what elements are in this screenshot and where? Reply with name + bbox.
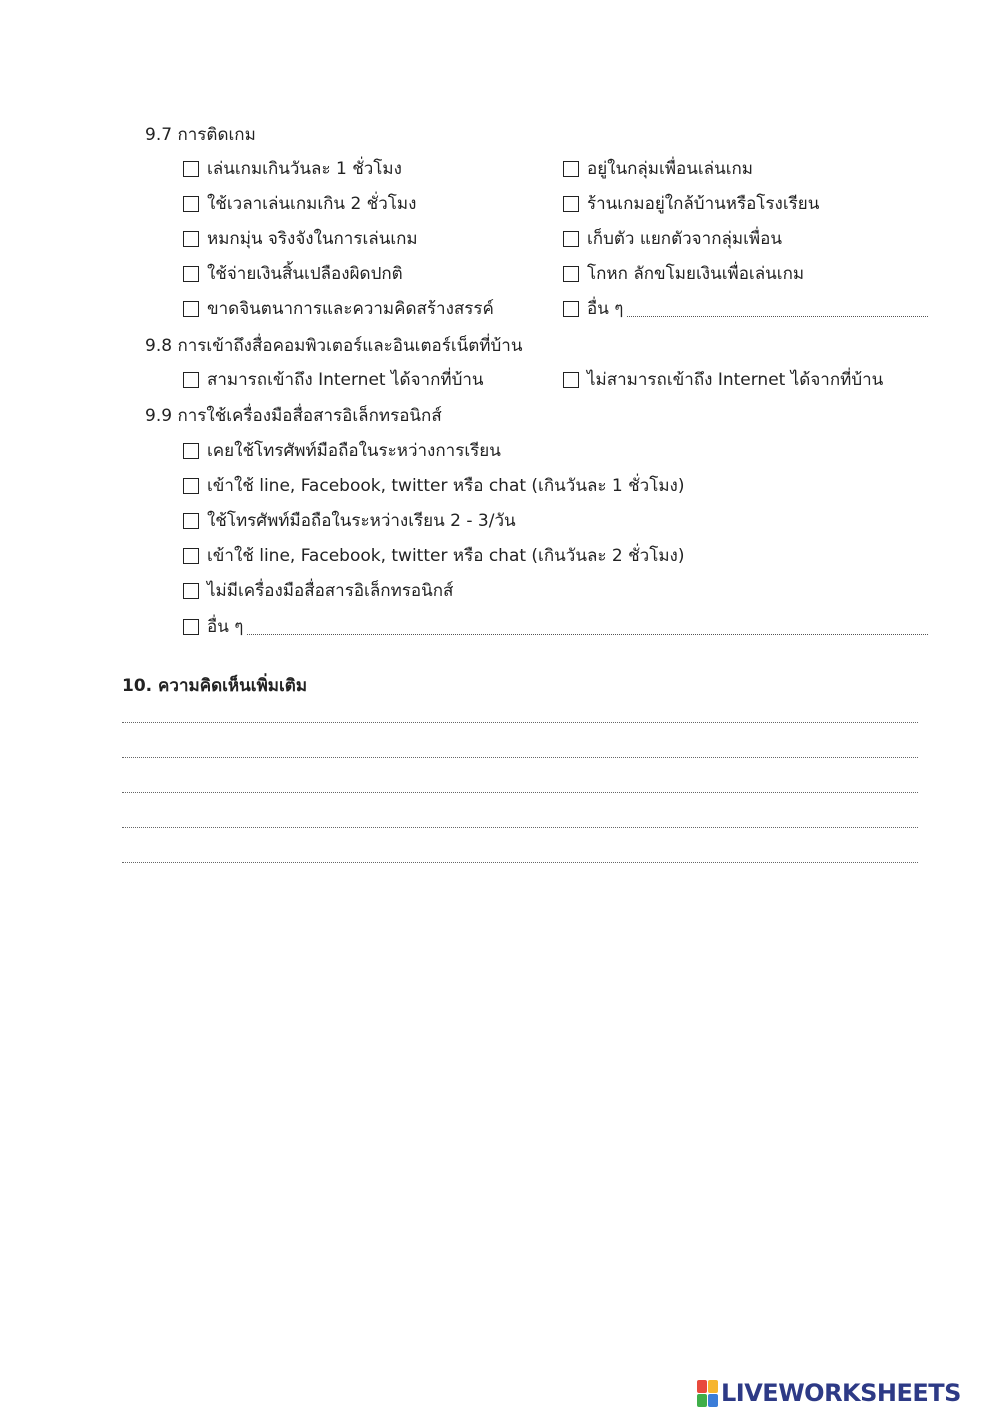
- answer-line[interactable]: [122, 862, 918, 863]
- answer-line[interactable]: [122, 792, 918, 793]
- checkbox[interactable]: [563, 266, 579, 282]
- q99-option[interactable]: เข้าใช้ line, Facebook, twitter หรือ chat (เกินวันละ 1 ชั่วโมง): [183, 475, 684, 497]
- q99-option-other[interactable]: อื่น ๆ: [183, 616, 928, 638]
- checkbox[interactable]: [183, 301, 199, 317]
- checkbox[interactable]: [183, 513, 199, 529]
- q99-heading: 9.9 การใช้เครื่องมือสื่อสารอิเล็กทรอนิกส์: [145, 406, 442, 426]
- q97-option[interactable]: เก็บตัว แยกตัวจากลุ่มเพื่อน: [563, 228, 782, 250]
- fill-in-line[interactable]: [247, 620, 928, 635]
- q97-option[interactable]: โกหก ลักขโมยเงินเพื่อเล่นเกม: [563, 263, 804, 285]
- q99-option[interactable]: เข้าใช้ line, Facebook, twitter หรือ chat (เกินวันละ 2 ชั่วโมง): [183, 545, 684, 567]
- checkbox[interactable]: [183, 583, 199, 599]
- checkbox[interactable]: [183, 548, 199, 564]
- checkbox[interactable]: [563, 372, 579, 388]
- checkbox[interactable]: [563, 161, 579, 177]
- checkbox[interactable]: [183, 196, 199, 212]
- q98-option[interactable]: ไม่สามารถเข้าถึง Internet ได้จากที่บ้าน: [563, 369, 883, 391]
- q97-option[interactable]: ใช้เวลาเล่นเกมเกิน 2 ชั่วโมง: [183, 193, 416, 215]
- q99-option[interactable]: เคยใช้โทรศัพท์มือถือในระหว่างการเรียน: [183, 440, 501, 462]
- q97-option[interactable]: หมกมุ่น จริงจังในการเล่นเกม: [183, 228, 418, 250]
- q97-option[interactable]: เล่นเกมเกินวันละ 1 ชั่วโมง: [183, 158, 402, 180]
- fill-in-line[interactable]: [627, 302, 928, 317]
- q97-option[interactable]: ขาดจินตนาการและความคิดสร้างสรรค์: [183, 298, 494, 320]
- q97-option[interactable]: ใช้จ่ายเงินสิ้นเปลืองผิดปกติ: [183, 263, 403, 285]
- q98-heading: 9.8 การเข้าถึงสื่อคอมพิวเตอร์และอินเตอร์เน็ตที่บ้าน: [145, 336, 523, 356]
- q99-option[interactable]: ไม่มีเครื่องมือสื่อสารอิเล็กทรอนิกส์: [183, 580, 453, 602]
- checkbox[interactable]: [183, 443, 199, 459]
- q97-option[interactable]: ร้านเกมอยู่ใกล้บ้านหรือโรงเรียน: [563, 193, 819, 215]
- checkbox[interactable]: [183, 231, 199, 247]
- q97-option-other[interactable]: อื่น ๆ: [563, 298, 928, 320]
- answer-line[interactable]: [122, 827, 918, 828]
- q97-heading: 9.7 การติดเกม: [145, 125, 256, 145]
- checkbox[interactable]: [563, 196, 579, 212]
- q97-option[interactable]: อยู่ในกลุ่มเพื่อนเล่นเกม: [563, 158, 753, 180]
- checkbox[interactable]: [183, 266, 199, 282]
- checkbox[interactable]: [183, 161, 199, 177]
- logo-icon: [697, 1380, 718, 1407]
- checkbox[interactable]: [563, 301, 579, 317]
- checkbox[interactable]: [183, 619, 199, 635]
- liveworksheets-logo: LIVEWORKSHEETS: [697, 1378, 961, 1408]
- q10-heading: 10. ความคิดเห็นเพิ่มเติม: [122, 676, 308, 696]
- answer-line[interactable]: [122, 757, 918, 758]
- q98-option[interactable]: สามารถเข้าถึง Internet ได้จากที่บ้าน: [183, 369, 484, 391]
- answer-line[interactable]: [122, 722, 918, 723]
- checkbox[interactable]: [183, 372, 199, 388]
- checkbox[interactable]: [183, 478, 199, 494]
- q99-option[interactable]: ใช้โทรศัพท์มือถือในระหว่างเรียน 2 - 3/วัน: [183, 510, 516, 532]
- checkbox[interactable]: [563, 231, 579, 247]
